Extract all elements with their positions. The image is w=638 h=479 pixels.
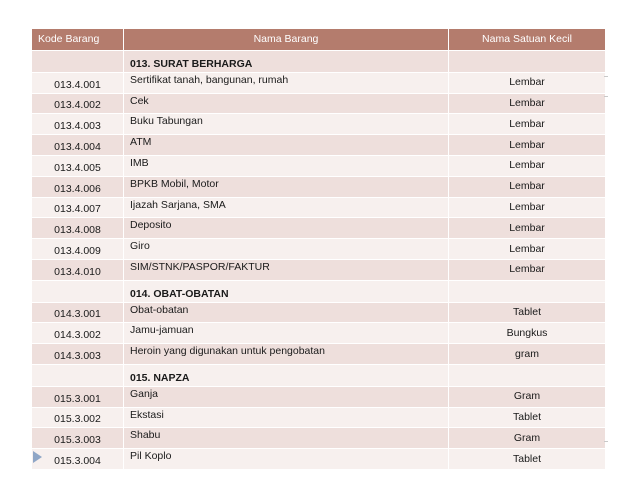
nama-barang-cell: Sertifikat tanah, bangunan, rumah	[124, 72, 449, 93]
nama-barang-cell: Obat-obatan	[124, 302, 449, 323]
satuan-cell: Lembar	[449, 239, 606, 260]
kode-barang-cell: 015.3.004	[32, 449, 124, 470]
nama-barang-cell: Cek	[124, 93, 449, 114]
satuan-cell: Tablet	[449, 302, 606, 323]
section-title: 013. SURAT BERHARGA	[124, 51, 449, 73]
table-row	[32, 344, 606, 365]
section-row	[32, 51, 606, 73]
satuan-cell: Tablet	[449, 407, 606, 428]
kode-barang-cell: 014.3.002	[32, 323, 124, 344]
section-row	[32, 364, 606, 386]
kode-barang-cell: 015.3.003	[32, 428, 124, 449]
kode-barang-cell: 015.3.001	[32, 386, 124, 407]
table-row	[32, 323, 606, 344]
nama-barang-cell: Ijazah Sarjana, SMA	[124, 197, 449, 218]
table-row	[32, 135, 606, 156]
satuan-cell: Lembar	[449, 93, 606, 114]
satuan-cell: Lembar	[449, 155, 606, 176]
nama-barang-cell: ATM	[124, 135, 449, 156]
kode-barang-cell: 013.4.009	[32, 239, 124, 260]
table-row	[32, 176, 606, 197]
kode-barang-cell: 014.3.003	[32, 344, 124, 365]
table-row	[32, 449, 606, 470]
header-nama-satuan: Nama Satuan Kecil	[449, 29, 606, 51]
section-satuan-cell	[449, 280, 606, 302]
table-header	[32, 29, 606, 51]
table-row	[32, 407, 606, 428]
table-row	[32, 259, 606, 280]
section-kode-cell	[32, 364, 124, 386]
kode-barang-cell: 013.4.005	[32, 155, 124, 176]
nama-barang-cell: Giro	[124, 239, 449, 260]
table-row	[32, 155, 606, 176]
kode-barang-cell: 014.3.001	[32, 302, 124, 323]
header-kode-barang: Kode Barang	[32, 29, 124, 51]
satuan-cell: Gram	[449, 428, 606, 449]
nama-barang-cell: IMB	[124, 155, 449, 176]
section-kode-cell	[32, 280, 124, 302]
nama-barang-cell: Heroin yang digunakan untuk pengobatan	[124, 344, 449, 365]
kode-barang-cell: 013.4.007	[32, 197, 124, 218]
kode-barang-cell: 013.4.003	[32, 114, 124, 135]
satuan-cell: Lembar	[449, 135, 606, 156]
kode-barang-cell: 013.4.001	[32, 72, 124, 93]
barang-table	[31, 28, 606, 470]
nama-barang-cell: Buku Tabungan	[124, 114, 449, 135]
satuan-cell: Lembar	[449, 72, 606, 93]
nama-barang-cell: Ganja	[124, 386, 449, 407]
table-row	[32, 428, 606, 449]
satuan-cell: Bungkus	[449, 323, 606, 344]
section-satuan-cell	[449, 364, 606, 386]
table-row	[32, 302, 606, 323]
nama-barang-cell: BPKB Mobil, Motor	[124, 176, 449, 197]
satuan-cell: Gram	[449, 386, 606, 407]
satuan-cell: Lembar	[449, 114, 606, 135]
section-row	[32, 280, 606, 302]
satuan-cell: gram	[449, 344, 606, 365]
section-kode-cell	[32, 51, 124, 73]
satuan-cell: Tablet	[449, 449, 606, 470]
nama-barang-cell: Jamu-jamuan	[124, 323, 449, 344]
header-nama-barang: Nama Barang	[124, 29, 449, 51]
nama-barang-cell: Deposito	[124, 218, 449, 239]
kode-barang-cell: 015.3.002	[32, 407, 124, 428]
nama-barang-cell: SIM/STNK/PASPOR/FAKTUR	[124, 259, 449, 280]
kode-barang-cell: 013.4.004	[32, 135, 124, 156]
satuan-cell: Lembar	[449, 259, 606, 280]
slide-edge-mark	[604, 441, 608, 442]
slide-edge-mark	[604, 96, 608, 97]
section-title: 015. NAPZA	[124, 364, 449, 386]
kode-barang-cell: 013.4.002	[32, 93, 124, 114]
satuan-cell: Lembar	[449, 176, 606, 197]
section-title: 014. OBAT-OBATAN	[124, 280, 449, 302]
kode-barang-cell: 013.4.010	[32, 259, 124, 280]
kode-barang-cell: 013.4.008	[32, 218, 124, 239]
table-row	[32, 114, 606, 135]
satuan-cell: Lembar	[449, 218, 606, 239]
section-satuan-cell	[449, 51, 606, 73]
table-body	[32, 51, 606, 470]
nama-barang-cell: Ekstasi	[124, 407, 449, 428]
table-row	[32, 239, 606, 260]
kode-barang-cell: 013.4.006	[32, 176, 124, 197]
nama-barang-cell: Pil Koplo	[124, 449, 449, 470]
nama-barang-cell: Shabu	[124, 428, 449, 449]
table-row	[32, 93, 606, 114]
table-row	[32, 218, 606, 239]
table-row	[32, 197, 606, 218]
satuan-cell: Lembar	[449, 197, 606, 218]
table-row	[32, 386, 606, 407]
slide-edge-mark	[604, 76, 608, 77]
table-row	[32, 72, 606, 93]
bullet-arrow-icon	[33, 451, 42, 463]
